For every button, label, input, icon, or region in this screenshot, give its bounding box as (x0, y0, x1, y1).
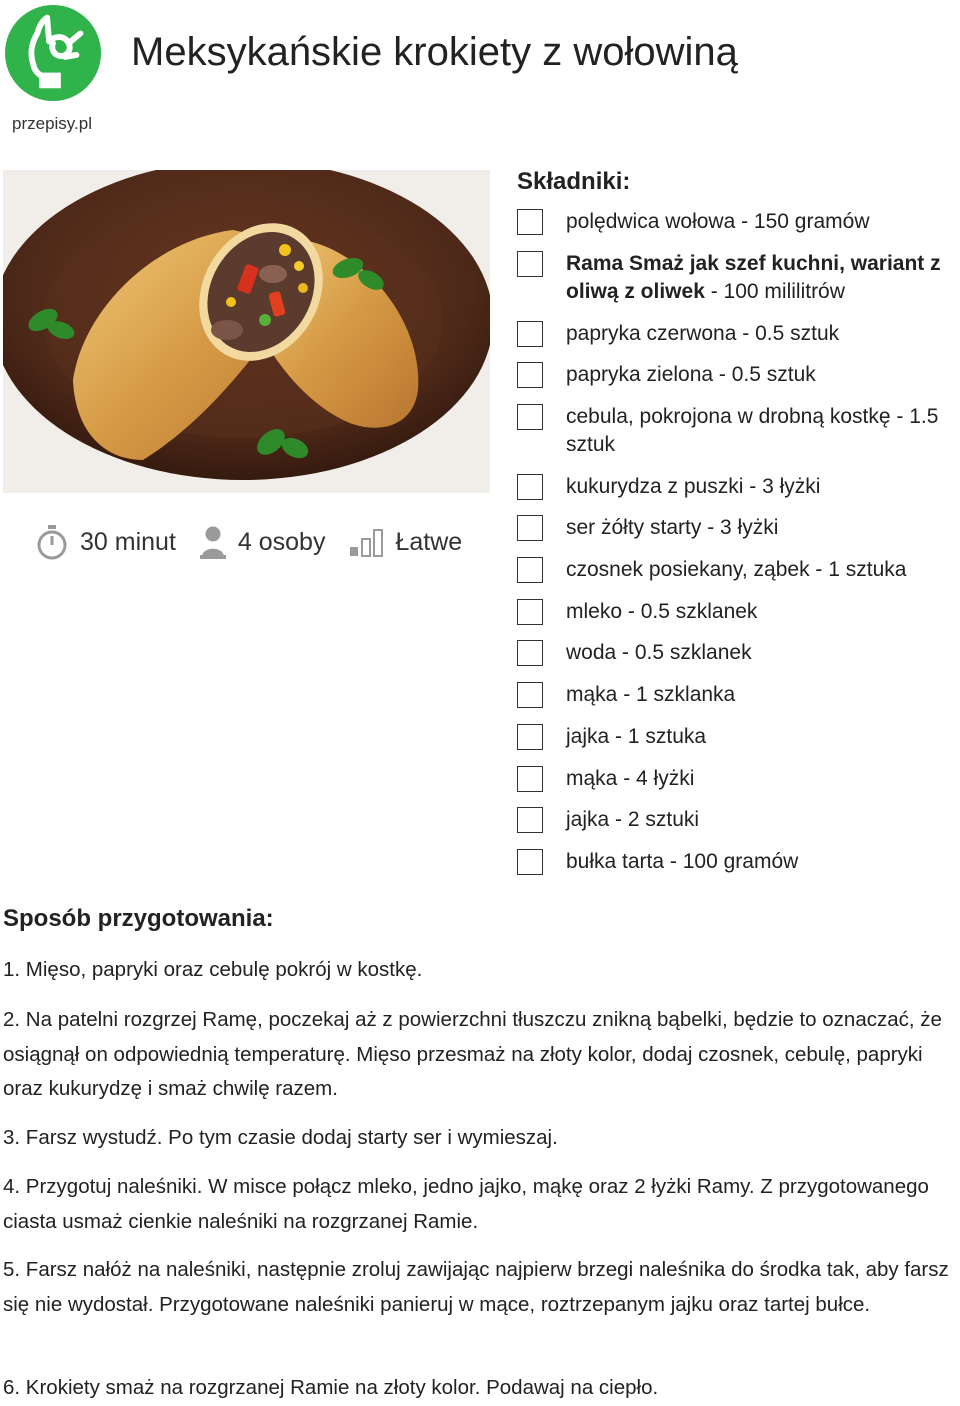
difficulty-bars-icon (349, 527, 383, 557)
ingredient-text (566, 320, 960, 348)
ingredient-amount: - 0.5 sztuk (736, 322, 840, 345)
checkbox-icon[interactable] (517, 515, 543, 541)
checkbox-icon[interactable] (517, 724, 543, 750)
ingredient-amount: - 1 szklanka (617, 683, 736, 706)
ingredient-name: jajka (566, 808, 610, 831)
checkbox-icon[interactable] (517, 362, 543, 388)
stopwatch-icon (36, 524, 68, 560)
ingredient-amount: - 3 łyżki (743, 475, 821, 498)
method-step: 6. Krokiety smaż na rozgrzanej Ramie na złoty kolor. Podawaj na ciepło. (3, 1376, 659, 1399)
ingredient-amount: - 0.5 szklanek (616, 641, 752, 664)
recipe-meta (36, 522, 462, 562)
person-icon (200, 525, 226, 559)
ingredient-text (566, 806, 960, 834)
ingredient-amount: - 100 mililitrów (704, 280, 845, 303)
ingredient-amount: - 4 łyżki (617, 767, 695, 790)
checkbox-icon[interactable] (517, 766, 543, 792)
ingredient-amount: - 0.5 sztuk (713, 363, 816, 386)
page-title: Meksykańskie krokiety z wołowiną (131, 30, 738, 74)
ingredient-text (566, 681, 960, 709)
ingredient-name: papryka czerwona (566, 322, 737, 345)
ingredient-text (566, 514, 960, 542)
ingredient-name: mąka (566, 683, 618, 706)
ingredient-text (566, 403, 960, 459)
checkbox-icon[interactable] (517, 251, 543, 277)
ingredient-name[interactable]: Rama Smaż jak szef kuchni, wariant z oliwą z oliwek (566, 252, 941, 303)
ingredient-name: jajka (566, 725, 610, 748)
prep-time: 30 minut (80, 527, 176, 556)
servings: 4 osoby (237, 527, 326, 556)
difficulty: Łatwe (395, 527, 463, 556)
ingredient-name: kukurydza z puszki (566, 475, 744, 498)
ingredient-amount: - 0.5 szklanek (622, 600, 758, 623)
ingredient-amount: - 1.5 sztuk (566, 405, 939, 456)
ingredient-name: bułka tarta (566, 850, 665, 873)
method-step: 4. Przygotuj naleśniki. W misce połącz mleko, jedno jajko, mąkę oraz 2 łyżki Ramy. Z przygotowanego ciasta usmaż cienkie naleśniki na rozgrzanej Ramie. (3, 1175, 929, 1233)
method-title: Sposób przygotowania: (3, 905, 274, 932)
ok-hand-logo-icon (4, 4, 102, 102)
ingredient-name: papryka zielona (566, 363, 714, 386)
ingredient-name: polędwica wołowa (566, 210, 736, 233)
ingredient-amount: - 1 sztuka (609, 725, 707, 748)
checkbox-icon[interactable] (517, 474, 543, 500)
ingredient-name: mleko (566, 600, 623, 623)
ingredient-text (566, 361, 960, 389)
ingredient-text (566, 556, 960, 584)
ingredient-amount: - 2 sztuki (609, 808, 700, 831)
ingredient-amount: - 3 łyżki (701, 516, 779, 539)
ingredient-name: ser żółty starty (566, 516, 702, 539)
checkbox-icon[interactable] (517, 849, 543, 875)
ingredient-amount: - 150 gramów (735, 210, 870, 233)
ingredient-text (566, 208, 960, 236)
checkbox-icon[interactable] (517, 321, 543, 347)
recipe-photo (3, 170, 490, 493)
checkbox-icon[interactable] (517, 599, 543, 625)
ingredient-name: cebula, pokrojona w drobną kostkę (566, 405, 891, 428)
ingredient-amount: - 1 sztuka (809, 558, 907, 581)
checkbox-icon[interactable] (517, 557, 543, 583)
checkbox-icon[interactable] (517, 404, 543, 430)
ingredient-text (566, 848, 960, 876)
ingredient-name: woda (566, 641, 617, 664)
ingredient-text (566, 765, 960, 793)
ingredient-amount: - 100 gramów (664, 850, 799, 873)
checkbox-icon[interactable] (517, 807, 543, 833)
method-step: 1. Mięso, papryki oraz cebulę pokrój w kostkę. (3, 958, 423, 981)
ingredient-text (566, 723, 960, 751)
ingredient-name: mąka (566, 767, 618, 790)
ingredient-name: czosnek posiekany, ząbek (566, 558, 810, 581)
site-name[interactable]: przepisy.pl (12, 114, 92, 133)
ingredient-text (566, 639, 960, 667)
ingredient-text (566, 598, 960, 626)
checkbox-icon[interactable] (517, 682, 543, 708)
ingredients-title: Składniki: (517, 168, 631, 195)
method-step: 3. Farsz wystudź. Po tym czasie dodaj starty ser i wymieszaj. (3, 1126, 558, 1149)
method-step: 2. Na patelni rozgrzej Ramę, poczekaj aż z powierzchni tłuszczu znikną bąbelki, będzie to oznaczać, że osiągnął on odpowiednią temperaturę. Mięso przesmaż na złoty kolor, dodaj czosnek, cebulę, papryki oraz kukurydzę i smaż chwilę razem. (3, 1008, 942, 1100)
method-step: 5. Farsz nałóż na naleśniki, następnie zroluj zawijając najpierw brzegi naleśnika do środka tak, aby farsz się nie wydostał. Przygotowane naleśniki panieruj w mące, roztrzepanym jajku oraz tartej bułce. (3, 1258, 949, 1316)
checkbox-icon[interactable] (517, 209, 543, 235)
ingredient-text (566, 250, 960, 306)
checkbox-icon[interactable] (517, 640, 543, 666)
ingredient-text (566, 473, 960, 501)
